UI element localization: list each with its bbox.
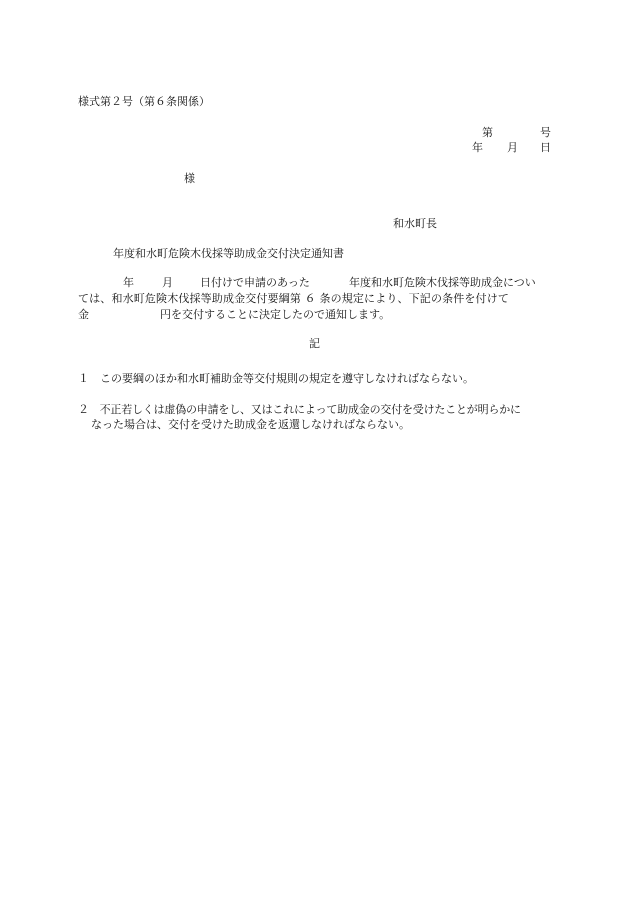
date-month-label: 月 [507, 141, 518, 154]
issuer-name: 和水町長 [393, 217, 437, 230]
body-line-1-tail: 年度和水町危険木伐採等助成金につい [349, 276, 536, 289]
document-title: 年度和水町危険木伐採等助成金交付決定通知書 [113, 247, 344, 260]
document-number-prefix: 第 [482, 126, 493, 139]
document-number-suffix: 号 [540, 126, 551, 139]
body-line-1: 日付けで申請のあった [200, 276, 310, 289]
date-year-label: 年 [472, 141, 483, 154]
body-amount-label: 金 [78, 308, 89, 321]
body-month-label: 月 [162, 276, 173, 289]
body-year-label: 年 [123, 276, 134, 289]
condition-item-2-continued: なった場合は、交付を受けた助成金を返還しなければならない。 [91, 418, 410, 431]
date-day-label: 日 [540, 141, 551, 154]
condition-item-1: １ この要綱のほか和水町補助金等交付規則の規定を遵守しなければならない。 [78, 372, 474, 385]
form-number: 様式第２号（第６条関係） [78, 95, 210, 108]
ki-heading: 記 [309, 337, 320, 350]
condition-item-2: ２ 不正若しくは虚偽の申請をし、又はこれによって助成金の交付を受けたことが明らかに [78, 403, 521, 416]
addressee-honorific: 様 [184, 172, 195, 185]
body-line-3: 円を交付することに決定したので通知します。 [160, 308, 391, 321]
body-line-2: ては、和水町危険木伐採等助成金交付要綱第 ６ 条の規定により、下記の条件を付けて [78, 292, 509, 305]
